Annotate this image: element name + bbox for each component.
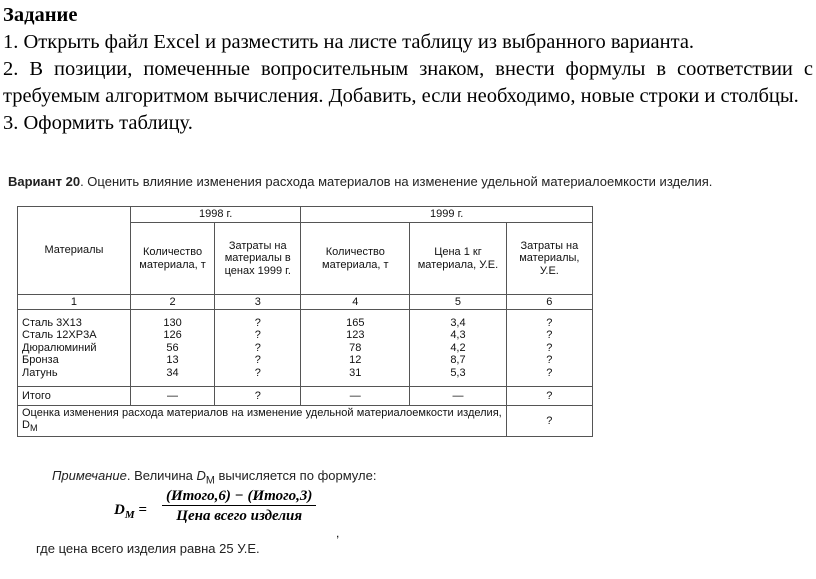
materials-data-row bbox=[18, 310, 593, 387]
material-name: Латунь bbox=[22, 366, 58, 379]
variant-title bbox=[8, 174, 808, 189]
column-number: 6 bbox=[506, 295, 592, 310]
qty-1998-value: 13 bbox=[166, 354, 179, 367]
assessment-subscript: M bbox=[29, 423, 38, 434]
price-value: 4,2 bbox=[450, 341, 466, 354]
header-year-1998: 1998 г. bbox=[130, 207, 300, 223]
qty-1999-list bbox=[301, 310, 410, 387]
qty-1998-value: 126 bbox=[163, 329, 182, 342]
materials-list bbox=[18, 310, 131, 387]
cost-ue-list bbox=[506, 310, 592, 387]
task-heading: Задание bbox=[3, 4, 78, 26]
total-label: Итого bbox=[18, 387, 131, 406]
formula-denominator: Цена всего изделия bbox=[176, 508, 303, 524]
total-row bbox=[18, 387, 593, 406]
column-number: 5 bbox=[410, 295, 507, 310]
header-materials: Материалы bbox=[18, 207, 131, 295]
header-quantity-1999: Количество материала, т bbox=[301, 223, 410, 295]
total-value: — bbox=[130, 387, 214, 406]
task-step-3: 3. Оформить таблицу. bbox=[3, 112, 193, 134]
assessment-label: Оценка изменения расхода материалов на изменение удельной материалоемкости изделия, $D_M$ bbox=[18, 406, 507, 437]
column-number-row bbox=[18, 295, 593, 310]
header-cost-ue: Затраты на материалы, У.Е. bbox=[506, 223, 592, 295]
formula-lhs: $D_M$ = bbox=[114, 502, 147, 521]
variant-description: . Оценить влияние изменения расхода материалов на изменение удельной материалоемкости изделия. bbox=[80, 174, 713, 189]
qty-1999-value: 12 bbox=[349, 354, 362, 367]
cost-1999-list bbox=[215, 310, 301, 387]
total-value: ? bbox=[215, 387, 301, 406]
cost-ue-value: ? bbox=[546, 316, 553, 329]
price-note: где цена всего изделия равна 25 У.Е. bbox=[36, 541, 260, 556]
formula-comma: , bbox=[336, 526, 340, 540]
header-price-per-kg: Цена 1 кг материала, У.Е. bbox=[410, 223, 507, 295]
task-step-1: 1. Открыть файл Excel и разместить на листе таблицу из выбранного варианта. bbox=[3, 31, 695, 53]
cost-1999-value: ? bbox=[254, 329, 261, 342]
total-value: — bbox=[301, 387, 410, 406]
variant-label: Вариант 20 bbox=[8, 174, 81, 189]
task-step-2: 2. В позиции, помеченные вопросительным знаком, внести формулы в соответствии с требуемым алгоритмом вычисления. Добавить, если необходимо, новые строки и столбцы. bbox=[3, 58, 813, 107]
task-block bbox=[3, 2, 813, 137]
cost-1999-value: ? bbox=[254, 366, 261, 379]
material-name: Дюралюминий bbox=[22, 341, 97, 354]
header-quantity-1998: Количество материала, т bbox=[130, 223, 214, 295]
formula-fraction bbox=[162, 488, 316, 525]
qty-1999-value: 123 bbox=[346, 329, 365, 342]
assessment-row bbox=[18, 406, 593, 437]
qty-1998-value: 130 bbox=[163, 316, 182, 329]
assessment-value: ? bbox=[506, 406, 592, 437]
price-value: 3,4 bbox=[450, 316, 466, 329]
qty-1999-value: 78 bbox=[349, 341, 362, 354]
formula-equals: = bbox=[138, 502, 147, 518]
variant-table bbox=[17, 206, 593, 437]
formula-numerator: (Итого,6) − (Итого,3) bbox=[162, 488, 316, 506]
header-cost-1999-prices: Затраты на материалы в ценах 1999 г. bbox=[215, 223, 301, 295]
price-list bbox=[410, 310, 507, 387]
note-variable: D bbox=[196, 468, 206, 483]
qty-1998-value: 34 bbox=[166, 366, 179, 379]
header-year-1999: 1999 г. bbox=[301, 207, 593, 223]
column-number: 2 bbox=[130, 295, 214, 310]
column-number: 3 bbox=[215, 295, 301, 310]
cost-1999-value: ? bbox=[254, 341, 261, 354]
price-value: 5,3 bbox=[450, 366, 466, 379]
total-value: — bbox=[410, 387, 507, 406]
total-value: ? bbox=[506, 387, 592, 406]
cost-ue-value: ? bbox=[546, 341, 553, 354]
qty-1999-value: 31 bbox=[349, 366, 362, 379]
qty-1998-list bbox=[130, 310, 214, 387]
cost-1999-value: ? bbox=[254, 316, 261, 329]
column-number: 1 bbox=[18, 295, 131, 310]
material-name: Бронза bbox=[22, 354, 59, 367]
price-value: 8,7 bbox=[450, 354, 466, 367]
cost-ue-value: ? bbox=[546, 354, 553, 367]
note: Примечание. Величина $D_M$ вычисляется по формуле: bbox=[52, 468, 377, 487]
column-number: 4 bbox=[301, 295, 410, 310]
cost-ue-value: ? bbox=[546, 329, 553, 342]
material-name: Сталь 12ХР3А bbox=[22, 329, 97, 342]
price-value: 4,3 bbox=[450, 329, 466, 342]
cost-1999-value: ? bbox=[254, 354, 261, 367]
cost-ue-value: ? bbox=[546, 366, 553, 379]
qty-1998-value: 56 bbox=[166, 341, 179, 354]
qty-1999-value: 165 bbox=[346, 316, 365, 329]
note-label: Примечание bbox=[52, 468, 127, 483]
material-name: Сталь 3Х13 bbox=[22, 316, 82, 329]
